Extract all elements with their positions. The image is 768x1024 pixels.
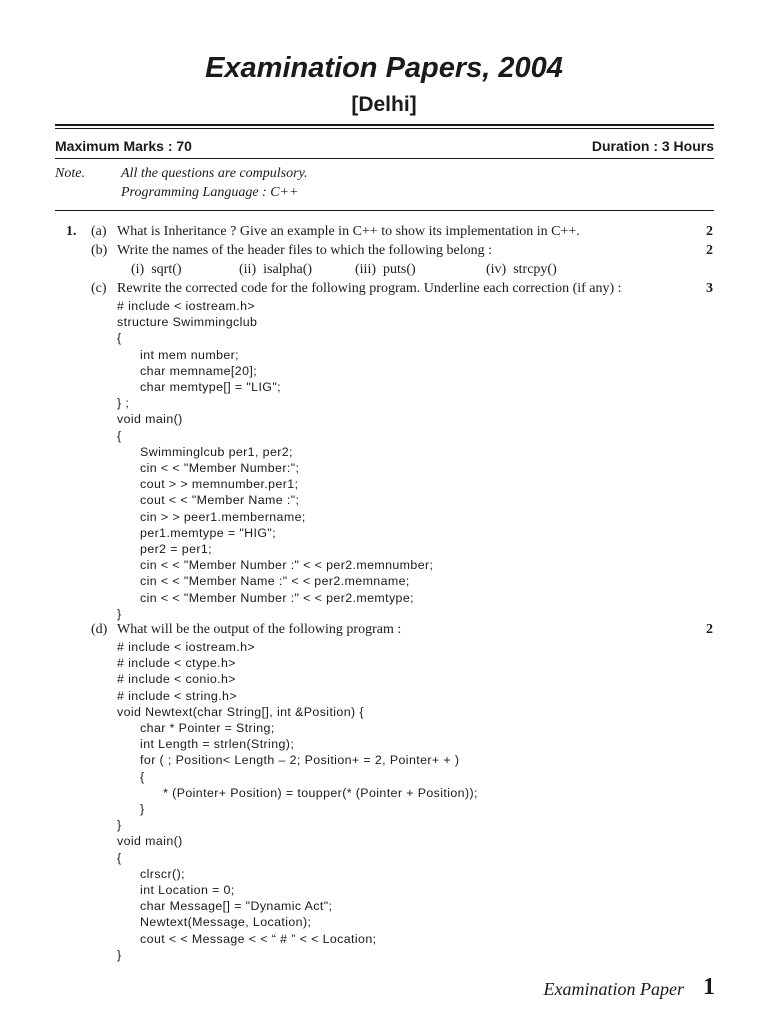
- part-d-code-line: Newtext(Message, Location);: [117, 915, 312, 930]
- part-c-text: Rewrite the corrected code for the following program. Underline each correction (if any) :: [117, 281, 622, 296]
- part-c-code-line: per1.memtype = "HIG";: [117, 525, 277, 540]
- part-c-code-line: cout > > memnumber.per1;: [117, 477, 299, 492]
- part-d-marks: 2: [706, 622, 713, 637]
- part-d-code-line: void Newtext(char String[], int &Position) {: [117, 704, 364, 719]
- part-d-code-line: # include < string.h>: [117, 688, 237, 703]
- question-number: 1.: [66, 224, 77, 239]
- part-c-marks: 3: [706, 281, 713, 296]
- part-b-option-1: (i) sqrt(): [131, 262, 182, 277]
- part-d-code-line: # include < iostream.h>: [117, 640, 256, 654]
- part-c-code-line: # include < iostream.h>: [117, 299, 256, 313]
- part-b-text: Write the names of the header files to which the following belong :: [117, 243, 492, 258]
- part-c-code-line: }: [117, 606, 122, 621]
- part-d-code-line: cout < < Message < < “ # ” < < Location;: [117, 931, 377, 946]
- part-d-text: What will be the output of the following program :: [117, 622, 402, 637]
- part-c-code-line: char memtype[] = "LIG";: [117, 380, 281, 394]
- note-line-1: All the questions are compulsory.: [121, 166, 308, 181]
- part-d-code-line: # include < conio.h>: [117, 672, 236, 687]
- part-b-option-2: (ii) isalpha(): [239, 262, 313, 277]
- part-c-code-line: cin < < "Member Name :" < < per2.memname;: [117, 574, 410, 589]
- header-rule-top-thin: [55, 128, 714, 129]
- part-c-code-line: per2 = per1;: [117, 542, 213, 556]
- duration: Duration : 3 Hours: [591, 138, 714, 154]
- part-d-code-line: int Length = strlen(String);: [117, 737, 295, 752]
- part-d-code-line: {: [117, 850, 122, 865]
- note-rule: [55, 210, 714, 211]
- part-d-code-line: {: [117, 769, 145, 784]
- page-subtitle: [Delhi]: [351, 93, 417, 116]
- part-b-option-4: (iv) strcpy(): [486, 262, 557, 277]
- part-c-code-line: {: [117, 428, 122, 443]
- part-c-code-line: void main(): [117, 412, 183, 427]
- part-d-code-line: char * Pointer = String;: [117, 721, 275, 735]
- part-c-code-line: {: [117, 331, 122, 346]
- part-a-label: (a): [91, 224, 107, 239]
- page-title: Examination Papers, 2004: [205, 52, 563, 84]
- part-d-code-line: }: [117, 802, 145, 816]
- part-c-label: (c): [91, 281, 107, 296]
- part-b-marks: 2: [706, 243, 713, 258]
- footer-label: Examination Paper: [543, 979, 684, 999]
- part-d-code-line: char Message[] = "Dynamic Act";: [117, 899, 333, 914]
- part-d-code-line: }: [117, 818, 122, 833]
- part-c-code-line: cin < < "Member Number:";: [117, 461, 300, 475]
- part-d-code-line: clrscr();: [117, 866, 185, 881]
- part-c-code-line: int mem number;: [117, 347, 240, 362]
- part-a-marks: 2: [706, 224, 713, 239]
- part-a-text: What is Inheritance ? Give an example in C++ to show its implementation in C++.: [117, 224, 580, 239]
- part-c-code-line: cin > > peer1.membername;: [117, 509, 306, 524]
- part-d-code-line: # include < ctype.h>: [117, 656, 236, 671]
- part-c-code-line: cin < < "Member Number :" < < per2.memtype;: [117, 590, 414, 605]
- part-c-code-line: } ;: [117, 396, 130, 411]
- part-c-code-line: cin < < "Member Number :" < < per2.memnumber;: [117, 558, 434, 573]
- part-c-code-line: structure Swimmingclub: [117, 315, 258, 330]
- part-d-code-line: * (Pointer+ Position) = toupper(* (Pointer + Position));: [117, 785, 478, 800]
- part-c-code-line: char memname[20];: [117, 363, 258, 378]
- note-line-2: Programming Language : C++: [121, 185, 299, 200]
- page-number: 1: [703, 974, 715, 1000]
- part-b-label: (b): [91, 243, 108, 258]
- part-d-code-line: for ( ; Position< Length – 2; Position+ = 2, Pointer+ + ): [117, 753, 460, 768]
- part-c-code-line: cout < < "Member Name :";: [117, 493, 300, 508]
- part-d-code-line: }: [117, 947, 122, 962]
- part-c-code-line: Swimminglcub per1, per2;: [117, 444, 293, 459]
- note-label: Note.: [55, 166, 85, 181]
- header-rule-bottom: [55, 158, 714, 159]
- part-d-label: (d): [91, 622, 108, 637]
- maximum-marks: Maximum Marks : 70: [55, 138, 192, 154]
- header-rule-top: [55, 124, 714, 126]
- part-d-code-line: void main(): [117, 834, 183, 849]
- part-b-option-3: (iii) puts(): [355, 262, 416, 277]
- part-d-code-line: int Location = 0;: [117, 883, 235, 897]
